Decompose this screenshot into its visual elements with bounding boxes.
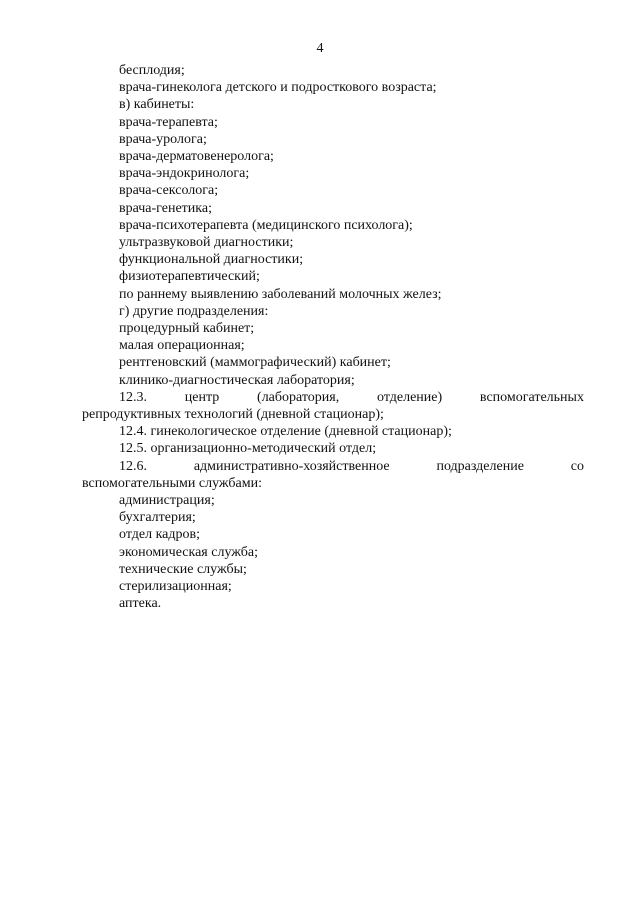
text-line: аптека. <box>119 596 162 612</box>
item-number: 12.3. <box>119 389 147 405</box>
text-line: врача-дерматовенеролога; <box>119 149 274 165</box>
item-word: вспомогательных <box>479 389 584 405</box>
document-body <box>82 62 584 613</box>
text-line: малая операционная; <box>119 338 245 354</box>
text-line: врача-гинеколога детского и подросткового возраста; <box>119 80 437 96</box>
text-line: врача-генетика; <box>119 200 212 216</box>
text-line: технические службы; <box>119 561 247 577</box>
text-line: врача-уролога; <box>119 131 207 147</box>
text-line: врача-эндокринолога; <box>119 166 250 182</box>
item-continuation: репродуктивных технологий (дневной стационар); <box>82 407 384 423</box>
item-word: отделение) <box>377 389 443 405</box>
item-number: 12.6. <box>119 458 147 474</box>
text-line: врача-психотерапевта (медицинского психолога); <box>119 217 413 233</box>
list-item-12-6 <box>82 458 584 475</box>
page-number: 4 <box>316 41 324 56</box>
item-word: административно-хозяйственное <box>193 458 390 474</box>
item-word: подразделение <box>436 458 524 474</box>
item-word: со <box>570 458 584 474</box>
text-line: клинико-диагностическая лаборатория; <box>119 372 355 388</box>
list-item-12-5: 12.5. организационно-методический отдел; <box>119 441 377 457</box>
item-word: (лаборатория, <box>257 389 340 405</box>
text-line: физиотерапевтический; <box>119 269 260 285</box>
list-item-12-4: 12.4. гинекологическое отделение (дневной стационар); <box>119 424 452 440</box>
text-line: отдел кадров; <box>119 527 200 543</box>
text-line: рентгеновский (маммографический) кабинет; <box>119 355 391 371</box>
item-word: центр <box>184 389 220 405</box>
text-line: врача-терапевта; <box>119 114 218 130</box>
item-continuation: вспомогательными службами: <box>82 475 262 491</box>
text-line: функциональной диагностики; <box>119 252 304 268</box>
text-line: г) другие подразделения: <box>119 303 269 319</box>
text-line: экономическая служба; <box>119 544 258 560</box>
text-line: бесплодия; <box>119 63 185 78</box>
text-line: стерилизационная; <box>119 579 232 595</box>
text-line: бухгалтерия; <box>119 510 196 526</box>
text-line: администрация; <box>119 493 215 509</box>
text-line: ультразвуковой диагностики; <box>119 235 294 251</box>
text-line: по раннему выявлению заболеваний молочных желез; <box>119 286 442 302</box>
text-line: процедурный кабинет; <box>119 321 255 337</box>
text-line: врача-сексолога; <box>119 183 219 199</box>
text-line: в) кабинеты: <box>119 97 195 113</box>
list-item-12-3 <box>82 389 584 406</box>
